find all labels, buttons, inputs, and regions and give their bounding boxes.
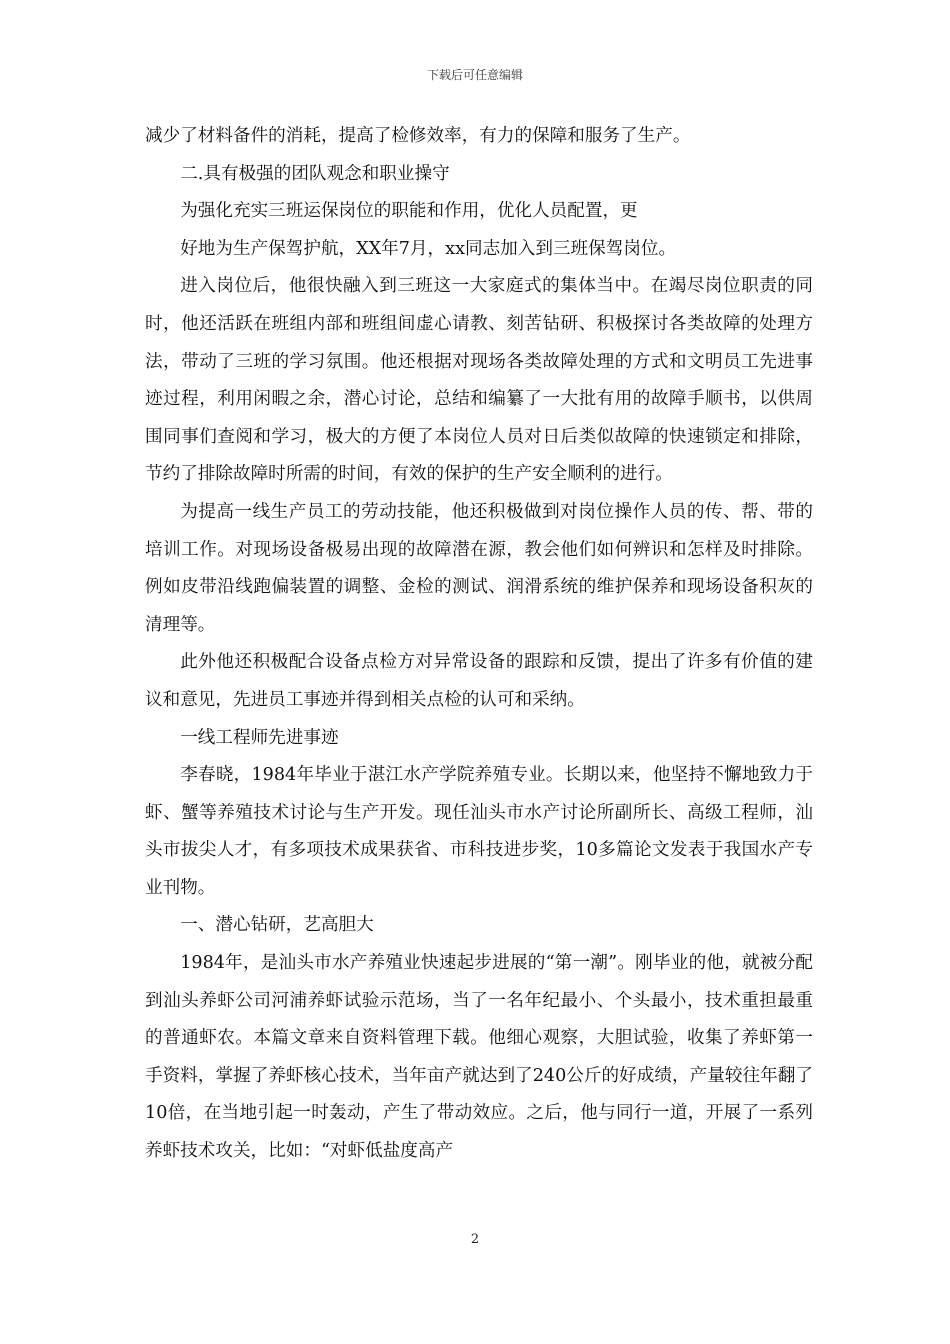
paragraph-2-heading: 二.具有极强的团队观念和职业操守 (180, 163, 450, 184)
paragraph-9: 李春晓，1984年毕业于湛江水产学院养殖专业。长期以来，他坚持不懈地致力于虾、蟹等养殖技术讨论与生产开发。现任汕头市水产讨论所副所长、高级工程师，汕头市拔尖人才，有多项技术成果获省、市科技进步奖，10多篇论文发表于我国水产专业刊物。 (145, 765, 813, 898)
paragraph-3: 为强化充实三班运保岗位的职能和作用，优化人员配置，更 (180, 201, 638, 222)
paragraph-7: 此外他还积极配合设备点检方对异常设备的跟踪和反馈，提出了许多有价值的建议和意见，先进员工事迹并得到相关点检的认可和采纳。 (145, 652, 813, 710)
paragraph-4: 好地为生产保驾护航，XX年7月，xx同志加入到三班保驾岗位。 (180, 238, 677, 259)
paragraph-1: 减少了材料备件的消耗，提高了检修效率，有力的保障和服务了生产。 (145, 126, 691, 146)
paragraph-5: 进入岗位后，他很快融入到三班这一大家庭式的集体当中。在竭尽岗位职责的同时，他还活跃在班组内部和班组间虚心请教、刻苦钻研、积极探讨各类故障的处理方法，带动了三班的学习氛围。他还根据对现场各类故障处理的方式和文明员工先进事迹过程，利用闲暇之余，潜心讨论，总结和编纂了一大批有用的故障手顺书，以供周围同事们查阅和学习，极大的方便了本岗位人员对日后类似故障的快速锁定和排除，节约了排除故障时所需的时间，有效的保护的生产安全顺利的进行。 (145, 276, 813, 485)
section-title-engineer: 一线工程师先进事迹 (180, 727, 339, 748)
paragraph-11: 1984年，是汕头市水产养殖业快速起步进展的“第一潮”。刚毕业的他，就被分配到汕头养虾公司河浦养虾试验示范场，当了一名年纪最小、个头最小，技术重担最重的普通虾农。本篇文章来自资料管理下载。他细心观察，大胆试验，收集了养虾第一手资料，掌握了养虾核心技术，当年亩产就达到了240公斤的好成绩，产量较往年翻了10倍，在当地引起一时轰动，产生了带动效应。之后，他与同行一道，开展了一系列养虾技术攻关，比如：“对虾低盐度高产 (145, 953, 813, 1162)
page-number: 2 (470, 1232, 480, 1247)
paragraph-6: 为提高一线生产员工的劳动技能，他还积极做到对岗位操作人员的传、帮、带的培训工作。对现场设备极易出现的故障潜在源，教会他们如何辨识和怎样及时排除。例如皮带沿线跑偏装置的调整、金检的测试、润滑系统的维护保养和现场设备积灰的清理等。 (145, 501, 813, 635)
page-header-note: 下载后可任意编辑 (426, 68, 523, 82)
document-body (145, 118, 813, 1171)
subsection-heading-1: 一、潜心钻研，艺高胆大 (180, 915, 374, 936)
